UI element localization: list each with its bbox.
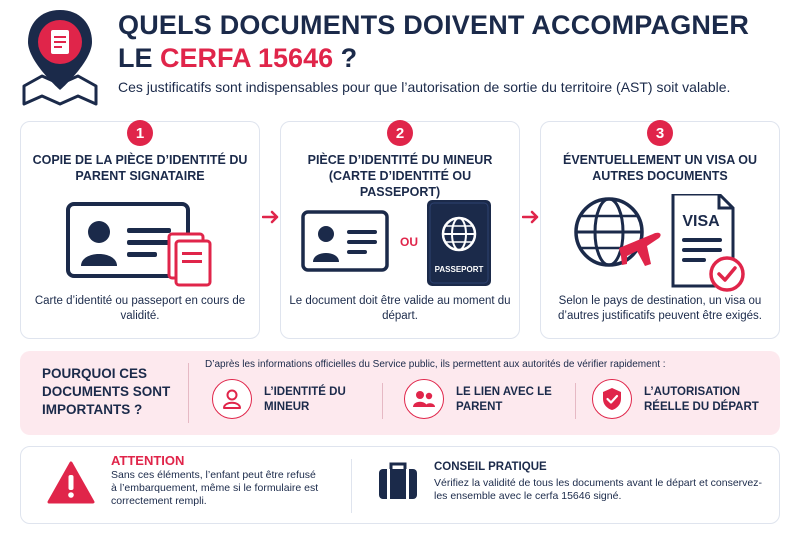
why-title: POURQUOI CES DOCUMENTS SONT IMPORTANTS ?	[42, 366, 171, 417]
or-label: OU	[400, 235, 418, 249]
why-item-identity	[212, 379, 382, 425]
page-subtitle: Ces justificatifs sont indispensables pour que l’autorisation de sortie du territoire (AST) soit valable.	[118, 79, 731, 95]
step-title: ÉVENTUELLEMENT UN VISA OU AUTRES DOCUMENTS	[563, 153, 757, 183]
arrow-right-icon	[262, 210, 280, 224]
step-number-badge: 3	[647, 120, 673, 146]
tip-title: CONSEIL PRATIQUE	[434, 461, 547, 473]
suitcase-icon	[377, 461, 419, 501]
step-title: COPIE DE LA PIÈCE D’IDENTITÉ DU PARENT SIGNATAIRE	[32, 153, 248, 183]
page-title-line2	[118, 43, 357, 74]
document-pin-icon	[18, 6, 102, 108]
why-item-label: LE LIEN AVEC LE PARENT	[456, 386, 552, 413]
arrow-right-icon	[522, 210, 540, 224]
visa-label: VISA	[682, 213, 720, 230]
person-icon	[212, 379, 252, 419]
step-description: Le document doit être valide au moment du départ.	[289, 295, 511, 322]
why-intro: D’après les informations officielles du Service public, ils permettent aux autorités de vérifier rapidement :	[205, 359, 666, 370]
step-number-badge: 1	[127, 120, 153, 146]
divider	[575, 383, 576, 419]
title-prefix: LE	[118, 43, 161, 73]
globe-plane-visa-icon	[541, 194, 781, 299]
why-item-parent-link	[404, 379, 574, 425]
bottom-info-box	[20, 446, 780, 524]
step-card-3	[540, 121, 780, 339]
why-item-label: L’IDENTITÉ DU MINEUR	[264, 386, 346, 413]
step-card-2	[280, 121, 520, 339]
page-title-line1: QUELS DOCUMENTS DOIVENT ACCOMPAGNER	[118, 10, 750, 40]
why-section	[20, 351, 780, 435]
attention-title: ATTENTION	[111, 453, 185, 468]
title-highlight: CERFA 15646	[160, 43, 334, 73]
id-card-or-passport-icon	[281, 194, 521, 299]
shield-check-icon	[592, 379, 632, 419]
warning-icon	[47, 461, 95, 505]
divider	[188, 363, 189, 423]
divider	[382, 383, 383, 419]
why-item-label: L’AUTORISATION RÉELLE DU DÉPART	[644, 386, 759, 413]
title-suffix: ?	[333, 43, 358, 73]
why-item-authorization	[592, 379, 772, 425]
step-title: PIÈCE D’IDENTITÉ DU MINEUR (CARTE D’IDENTITÉ OU PASSEPORT)	[307, 153, 493, 199]
step-number-badge: 2	[387, 120, 413, 146]
people-icon	[404, 379, 444, 419]
tip-text: Vérifiez la validité de tous les documents avant le départ et conservez-les ensemble avec le cerfa 15646 signé.	[434, 477, 763, 502]
divider	[351, 459, 352, 513]
step-card-1	[20, 121, 260, 339]
attention-text: Sans ces éléments, l’enfant peut être refusé à l’embarquement, même si le formulaire est correctement rempli.	[111, 469, 319, 507]
step-description: Selon le pays de destination, un visa ou d’autres justificatifs peuvent être exigés.	[558, 295, 762, 322]
step-description: Carte d’identité ou passeport en cours de validité.	[34, 295, 246, 322]
passport-label: PASSEPORT	[434, 265, 484, 274]
id-card-documents-icon	[21, 194, 261, 299]
